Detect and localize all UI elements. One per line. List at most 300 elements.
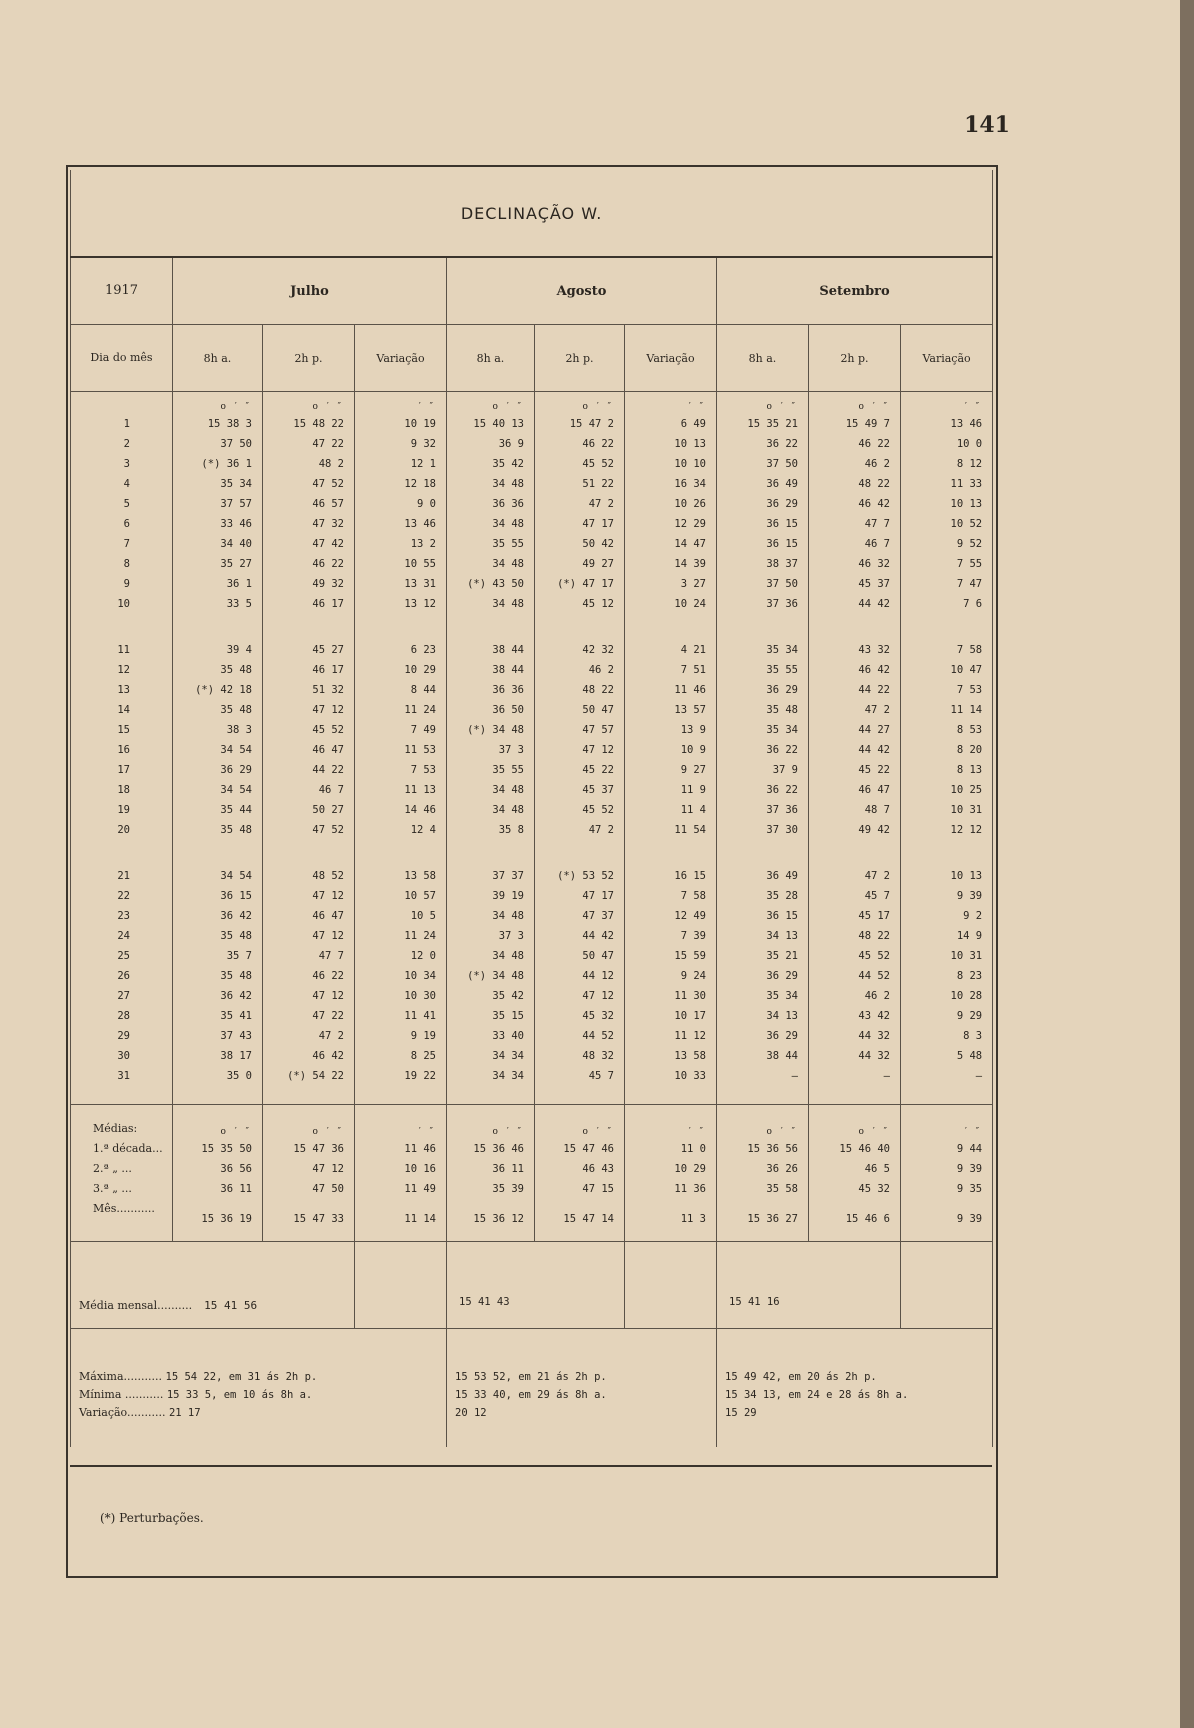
table-cell: 34 48 bbox=[447, 554, 535, 574]
table-cell: 14 39 bbox=[625, 554, 717, 574]
table-cell: 11 4 bbox=[625, 800, 717, 820]
table-cell: 45 27 bbox=[263, 640, 355, 660]
media-mensal-julho: 15 41 56 bbox=[204, 1299, 258, 1312]
table-cell: 48 22 bbox=[809, 474, 901, 494]
table-cell: 37 3 bbox=[447, 926, 535, 946]
table-cell: 11 46 bbox=[625, 680, 717, 700]
table-cell: 35 48 bbox=[173, 926, 263, 946]
table-cell: 46 47 bbox=[809, 780, 901, 800]
table-cell: 35 28 bbox=[717, 886, 809, 906]
table-cell: 12 18 bbox=[355, 474, 447, 494]
extreme-line-julho-min bbox=[71, 1386, 446, 1404]
table-cell: 35 15 bbox=[447, 1006, 535, 1026]
table-cell: 37 37 bbox=[447, 866, 535, 886]
table-row bbox=[71, 886, 993, 906]
table-cell: 11 14 bbox=[355, 1199, 447, 1229]
table-cell: 46 22 bbox=[263, 966, 355, 986]
table-cell: 46 7 bbox=[263, 780, 355, 800]
media-mensal-value: 15 41 16 bbox=[717, 1242, 901, 1329]
unit-label: o ′ ″ bbox=[173, 392, 263, 415]
table-cell: 35 48 bbox=[717, 700, 809, 720]
col-julho-2p: 2h p. bbox=[263, 325, 355, 392]
table-cell: 46 22 bbox=[263, 554, 355, 574]
table-cell: 15 48 22 bbox=[263, 414, 355, 434]
table-cell: 36 11 bbox=[447, 1159, 535, 1179]
table-cell: 16 15 bbox=[625, 866, 717, 886]
table-cell: 47 2 bbox=[535, 820, 625, 840]
table-cell: 10 10 bbox=[625, 454, 717, 474]
table-cell: 46 17 bbox=[263, 660, 355, 680]
table-cell: 45 22 bbox=[535, 760, 625, 780]
table-cell: 12 29 bbox=[625, 514, 717, 534]
table-cell: 48 22 bbox=[535, 680, 625, 700]
table-cell: 34 34 bbox=[447, 1046, 535, 1066]
table-row bbox=[71, 780, 993, 800]
table-cell: 37 30 bbox=[717, 820, 809, 840]
table-cell: 10 52 bbox=[901, 514, 993, 534]
table-cell: 10 13 bbox=[901, 866, 993, 886]
table-cell: 11 0 bbox=[625, 1139, 717, 1159]
table-cell: 36 15 bbox=[173, 886, 263, 906]
day-number: 27 bbox=[71, 986, 173, 1006]
table-cell: 10 30 bbox=[355, 986, 447, 1006]
table-row bbox=[71, 760, 993, 780]
table-cell: 46 22 bbox=[535, 434, 625, 454]
table-cell: 13 46 bbox=[901, 414, 993, 434]
table-cell: 47 7 bbox=[809, 514, 901, 534]
table-cell: 4 21 bbox=[625, 640, 717, 660]
table-cell: 47 52 bbox=[263, 474, 355, 494]
table-cell: 44 42 bbox=[535, 926, 625, 946]
table-row bbox=[71, 434, 993, 454]
extreme-value: 20 12 bbox=[455, 1407, 487, 1419]
table-cell: 10 9 bbox=[625, 740, 717, 760]
unit-label: ′ ″ bbox=[901, 392, 993, 415]
col-agosto-var: Variação bbox=[625, 325, 717, 392]
table-cell: 39 19 bbox=[447, 886, 535, 906]
extreme-line-agosto-var bbox=[447, 1404, 716, 1422]
table-cell: 47 17 bbox=[535, 886, 625, 906]
media-mensal-label: Média mensal.......... bbox=[79, 1299, 193, 1312]
table-cell: 7 53 bbox=[901, 680, 993, 700]
table-cell: 8 12 bbox=[901, 454, 993, 474]
table-cell: 10 26 bbox=[625, 494, 717, 514]
table-cell: 9 52 bbox=[901, 534, 993, 554]
day-number: 9 bbox=[71, 574, 173, 594]
table-cell: 44 42 bbox=[809, 594, 901, 614]
table-cell: 37 50 bbox=[717, 574, 809, 594]
table-cell: 7 58 bbox=[625, 886, 717, 906]
table-cell: 46 47 bbox=[263, 906, 355, 926]
day-number: 11 bbox=[71, 640, 173, 660]
table-cell: 44 52 bbox=[809, 966, 901, 986]
table-row bbox=[71, 700, 993, 720]
table-cell: 37 36 bbox=[717, 800, 809, 820]
medias-row-label: Mês........... bbox=[71, 1199, 173, 1229]
table-cell: 8 13 bbox=[901, 760, 993, 780]
table-cell: 35 55 bbox=[447, 534, 535, 554]
book-spine bbox=[1180, 0, 1194, 1728]
table-cell: 44 12 bbox=[535, 966, 625, 986]
table-cell: 11 54 bbox=[625, 820, 717, 840]
table-cell: 9 19 bbox=[355, 1026, 447, 1046]
unit-label: o ′ ″ bbox=[809, 1105, 901, 1140]
table-cell: 36 29 bbox=[717, 1026, 809, 1046]
unit-label: ′ ″ bbox=[625, 392, 717, 415]
year-label: 1917 bbox=[71, 258, 172, 325]
table-cell: 9 2 bbox=[901, 906, 993, 926]
table-cell: 3 27 bbox=[625, 574, 717, 594]
table-cell: (*) 47 17 bbox=[535, 574, 625, 594]
day-number: 2 bbox=[71, 434, 173, 454]
table-cell: 36 29 bbox=[173, 760, 263, 780]
table-cell: 11 24 bbox=[355, 926, 447, 946]
table-row bbox=[71, 866, 993, 886]
table-cell: 45 37 bbox=[809, 574, 901, 594]
table-cell: 47 12 bbox=[263, 700, 355, 720]
table-cell: — bbox=[717, 1066, 809, 1086]
table-cell: 46 42 bbox=[809, 494, 901, 514]
day-number: 15 bbox=[71, 720, 173, 740]
table-cell: 11 41 bbox=[355, 1006, 447, 1026]
table-row bbox=[71, 820, 993, 840]
table-row bbox=[71, 966, 993, 986]
decade-spacer bbox=[71, 1086, 993, 1105]
table-cell: 48 7 bbox=[809, 800, 901, 820]
table-cell: 45 52 bbox=[263, 720, 355, 740]
table-cell: 10 19 bbox=[355, 414, 447, 434]
table-cell: 47 50 bbox=[263, 1179, 355, 1199]
table-cell: (*) 34 48 bbox=[447, 720, 535, 740]
table-cell: 45 52 bbox=[535, 454, 625, 474]
table-cell: 36 9 bbox=[447, 434, 535, 454]
table-cell: 15 36 56 bbox=[717, 1139, 809, 1159]
table-cell: 8 20 bbox=[901, 740, 993, 760]
table-cell: 37 57 bbox=[173, 494, 263, 514]
table-cell: 15 35 21 bbox=[717, 414, 809, 434]
table-row bbox=[71, 720, 993, 740]
day-number: 23 bbox=[71, 906, 173, 926]
col-agosto-8a: 8h a. bbox=[447, 325, 535, 392]
table-cell: 15 47 46 bbox=[535, 1139, 625, 1159]
table-cell: 10 31 bbox=[901, 800, 993, 820]
table-cell: 38 37 bbox=[717, 554, 809, 574]
extreme-line-julho-var bbox=[71, 1404, 446, 1422]
day-number: 10 bbox=[71, 594, 173, 614]
table-cell: 34 54 bbox=[173, 740, 263, 760]
unit-label: o ′ ″ bbox=[717, 1105, 809, 1140]
table-cell: 12 0 bbox=[355, 946, 447, 966]
table-cell: 47 32 bbox=[263, 514, 355, 534]
table-cell: 38 3 bbox=[173, 720, 263, 740]
extreme-line-setembro-var bbox=[717, 1404, 992, 1422]
table-cell: 14 9 bbox=[901, 926, 993, 946]
table-cell: 45 12 bbox=[535, 594, 625, 614]
col-agosto-2p: 2h p. bbox=[535, 325, 625, 392]
col-julho-var: Variação bbox=[355, 325, 447, 392]
unit-label: o ′ ″ bbox=[535, 1105, 625, 1140]
table-row bbox=[71, 986, 993, 1006]
declination-table bbox=[70, 170, 993, 1447]
table-cell: 9 0 bbox=[355, 494, 447, 514]
table-cell: 15 47 14 bbox=[535, 1199, 625, 1229]
extreme-value: 15 33 40, em 29 ás 8h a. bbox=[455, 1389, 607, 1401]
day-number: 29 bbox=[71, 1026, 173, 1046]
table-cell: 46 5 bbox=[809, 1159, 901, 1179]
table-cell: 34 13 bbox=[717, 1006, 809, 1026]
table-cell: 36 26 bbox=[717, 1159, 809, 1179]
table-cell: 5 48 bbox=[901, 1046, 993, 1066]
table-cell: 36 29 bbox=[717, 966, 809, 986]
day-number: 12 bbox=[71, 660, 173, 680]
table-cell: 15 49 7 bbox=[809, 414, 901, 434]
extreme-value: 15 53 52, em 21 ás 2h p. bbox=[455, 1371, 607, 1383]
table-cell: 44 52 bbox=[535, 1026, 625, 1046]
table-cell: 47 22 bbox=[263, 1006, 355, 1026]
extreme-line-setembro-min bbox=[717, 1386, 992, 1404]
table-cell: 47 7 bbox=[263, 946, 355, 966]
table-cell: 7 47 bbox=[901, 574, 993, 594]
table-cell: 11 46 bbox=[355, 1139, 447, 1159]
table-row bbox=[71, 514, 993, 534]
table-row bbox=[71, 800, 993, 820]
extreme-value: 15 29 bbox=[725, 1407, 757, 1419]
decade-spacer bbox=[71, 840, 993, 866]
extreme-label: Variação........... bbox=[79, 1406, 166, 1419]
table-cell: 45 32 bbox=[535, 1006, 625, 1026]
table-cell: 10 33 bbox=[625, 1066, 717, 1086]
table-cell: 46 17 bbox=[263, 594, 355, 614]
table-cell: 38 44 bbox=[447, 640, 535, 660]
day-number: 19 bbox=[71, 800, 173, 820]
table-cell: 36 29 bbox=[717, 494, 809, 514]
medias-row-label: 3.ª „ ... bbox=[71, 1179, 173, 1199]
table-row bbox=[71, 906, 993, 926]
table-cell: 13 58 bbox=[625, 1046, 717, 1066]
table-cell: 33 5 bbox=[173, 594, 263, 614]
table-cell: 15 40 13 bbox=[447, 414, 535, 434]
table-cell: 15 47 36 bbox=[263, 1139, 355, 1159]
table-cell: 7 55 bbox=[901, 554, 993, 574]
table-cell: (*) 54 22 bbox=[263, 1066, 355, 1086]
table-cell: 35 41 bbox=[173, 1006, 263, 1026]
table-cell: 48 2 bbox=[263, 454, 355, 474]
table-cell: 37 3 bbox=[447, 740, 535, 760]
page-number: 141 bbox=[964, 112, 1010, 138]
table-cell: 45 52 bbox=[535, 800, 625, 820]
table-cell: 38 44 bbox=[447, 660, 535, 680]
table-row bbox=[71, 594, 993, 614]
table-cell: 35 0 bbox=[173, 1066, 263, 1086]
table-cell: 47 2 bbox=[263, 1026, 355, 1046]
table-cell: 34 34 bbox=[447, 1066, 535, 1086]
table-cell: 34 40 bbox=[173, 534, 263, 554]
table-cell: 34 54 bbox=[173, 866, 263, 886]
extreme-line-julho-max bbox=[71, 1368, 446, 1386]
medias-row bbox=[71, 1159, 993, 1179]
table-cell: 11 49 bbox=[355, 1179, 447, 1199]
day-number: 20 bbox=[71, 820, 173, 840]
table-cell: 10 25 bbox=[901, 780, 993, 800]
table-cell: 11 33 bbox=[901, 474, 993, 494]
table-cell: 47 52 bbox=[263, 820, 355, 840]
unit-label: o ′ ″ bbox=[263, 1105, 355, 1140]
table-cell: 39 4 bbox=[173, 640, 263, 660]
table-cell: 45 22 bbox=[809, 760, 901, 780]
table-cell: 47 12 bbox=[263, 926, 355, 946]
table-cell: 43 32 bbox=[809, 640, 901, 660]
day-number: 1 bbox=[71, 414, 173, 434]
table-cell: 47 12 bbox=[263, 986, 355, 1006]
table-cell: 15 36 12 bbox=[447, 1199, 535, 1229]
table-cell: 13 46 bbox=[355, 514, 447, 534]
month-header-julho: Julho bbox=[173, 257, 447, 325]
table-cell: 36 36 bbox=[447, 680, 535, 700]
day-number: 30 bbox=[71, 1046, 173, 1066]
table-cell: 47 22 bbox=[263, 434, 355, 454]
table-cell: 46 47 bbox=[263, 740, 355, 760]
table-cell: 15 47 33 bbox=[263, 1199, 355, 1229]
table-cell: 10 34 bbox=[355, 966, 447, 986]
month-header-agosto: Agosto bbox=[447, 257, 717, 325]
table-cell: 36 22 bbox=[717, 740, 809, 760]
footnote-area bbox=[70, 1465, 992, 1575]
table-cell: 35 48 bbox=[173, 700, 263, 720]
extreme-label: Máxima........... bbox=[79, 1370, 162, 1383]
table-cell: 13 31 bbox=[355, 574, 447, 594]
table-cell: 35 7 bbox=[173, 946, 263, 966]
table-cell: 46 2 bbox=[535, 660, 625, 680]
col-setembro-8a: 8h a. bbox=[717, 325, 809, 392]
table-cell: 35 42 bbox=[447, 986, 535, 1006]
table-cell: 19 22 bbox=[355, 1066, 447, 1086]
table-cell: 33 46 bbox=[173, 514, 263, 534]
table-cell: 38 17 bbox=[173, 1046, 263, 1066]
table-cell: 48 52 bbox=[263, 866, 355, 886]
table-cell: 36 42 bbox=[173, 986, 263, 1006]
day-number: 5 bbox=[71, 494, 173, 514]
table-row bbox=[71, 554, 993, 574]
table-row bbox=[71, 1066, 993, 1086]
medias-row bbox=[71, 1139, 993, 1159]
table-cell: 34 48 bbox=[447, 594, 535, 614]
table-cell: 8 23 bbox=[901, 966, 993, 986]
table-cell: 10 13 bbox=[901, 494, 993, 514]
media-mensal-value: 15 41 43 bbox=[447, 1242, 625, 1329]
table-row bbox=[71, 414, 993, 434]
table-cell: 34 54 bbox=[173, 780, 263, 800]
day-number: 25 bbox=[71, 946, 173, 966]
col-setembro-2p: 2h p. bbox=[809, 325, 901, 392]
table-cell: 11 13 bbox=[355, 780, 447, 800]
extreme-line-agosto-max bbox=[447, 1368, 716, 1386]
day-number: 13 bbox=[71, 680, 173, 700]
table-cell: 35 34 bbox=[173, 474, 263, 494]
table-cell: 49 42 bbox=[809, 820, 901, 840]
table-cell: 36 49 bbox=[717, 866, 809, 886]
extreme-label: Mínima ........... bbox=[79, 1388, 164, 1401]
table-cell: 9 35 bbox=[901, 1179, 993, 1199]
day-number: 14 bbox=[71, 700, 173, 720]
table-cell: 46 32 bbox=[809, 554, 901, 574]
table-cell: 35 21 bbox=[717, 946, 809, 966]
table-cell: 45 32 bbox=[809, 1179, 901, 1199]
table-cell: 36 50 bbox=[447, 700, 535, 720]
day-number: 17 bbox=[71, 760, 173, 780]
table-cell: 15 46 40 bbox=[809, 1139, 901, 1159]
table-cell: 45 7 bbox=[535, 1066, 625, 1086]
table-cell: 46 22 bbox=[809, 434, 901, 454]
table-cell: 10 29 bbox=[355, 660, 447, 680]
table-cell: 34 48 bbox=[447, 514, 535, 534]
table-cell: 44 22 bbox=[809, 680, 901, 700]
table-cell: 10 13 bbox=[625, 434, 717, 454]
table-cell: 38 44 bbox=[717, 1046, 809, 1066]
table-row bbox=[71, 534, 993, 554]
table-cell: 34 48 bbox=[447, 800, 535, 820]
day-number: 8 bbox=[71, 554, 173, 574]
table-cell: 44 27 bbox=[809, 720, 901, 740]
table-row bbox=[71, 640, 993, 660]
table-cell: 42 32 bbox=[535, 640, 625, 660]
day-number: 31 bbox=[71, 1066, 173, 1086]
table-cell: 34 48 bbox=[447, 946, 535, 966]
table-cell: 50 47 bbox=[535, 700, 625, 720]
medias-row bbox=[71, 1179, 993, 1199]
table-cell: 51 22 bbox=[535, 474, 625, 494]
table-cell: (*) 42 18 bbox=[173, 680, 263, 700]
table-row bbox=[71, 474, 993, 494]
table-cell: 36 15 bbox=[717, 534, 809, 554]
table-cell: 44 42 bbox=[809, 740, 901, 760]
table-cell: 12 12 bbox=[901, 820, 993, 840]
table-cell: 35 44 bbox=[173, 800, 263, 820]
table-cell: 10 29 bbox=[625, 1159, 717, 1179]
table-cell: 36 42 bbox=[173, 906, 263, 926]
unit-label: o ′ ″ bbox=[809, 392, 901, 415]
medias-row-label: 1.ª década... bbox=[71, 1139, 173, 1159]
table-cell: 43 42 bbox=[809, 1006, 901, 1026]
table-cell: 11 9 bbox=[625, 780, 717, 800]
table-cell: 49 27 bbox=[535, 554, 625, 574]
table-cell: 46 7 bbox=[809, 534, 901, 554]
table-cell: 11 3 bbox=[625, 1199, 717, 1229]
table-cell: (*) 34 48 bbox=[447, 966, 535, 986]
table-cell: 15 38 3 bbox=[173, 414, 263, 434]
table-cell: 36 29 bbox=[717, 680, 809, 700]
media-mensal-row bbox=[71, 1242, 993, 1329]
table-cell: 36 22 bbox=[717, 780, 809, 800]
table-cell: 47 15 bbox=[535, 1179, 625, 1199]
unit-label: ′ ″ bbox=[625, 1105, 717, 1140]
table-cell: 36 49 bbox=[717, 474, 809, 494]
table-cell: 47 2 bbox=[535, 494, 625, 514]
table-cell: 13 2 bbox=[355, 534, 447, 554]
unit-label: o ′ ″ bbox=[173, 1105, 263, 1140]
table-cell: 10 17 bbox=[625, 1006, 717, 1026]
unit-row bbox=[71, 392, 993, 415]
table-cell: 46 42 bbox=[263, 1046, 355, 1066]
table-cell: 8 44 bbox=[355, 680, 447, 700]
table-cell: (*) 53 52 bbox=[535, 866, 625, 886]
table-cell: 35 34 bbox=[717, 720, 809, 740]
table-title: DECLINAÇÃO W. bbox=[71, 170, 993, 257]
table-cell: (*) 43 50 bbox=[447, 574, 535, 594]
table-cell: 37 43 bbox=[173, 1026, 263, 1046]
table-cell: 36 15 bbox=[717, 906, 809, 926]
table-cell: 10 57 bbox=[355, 886, 447, 906]
table-cell: 36 1 bbox=[173, 574, 263, 594]
